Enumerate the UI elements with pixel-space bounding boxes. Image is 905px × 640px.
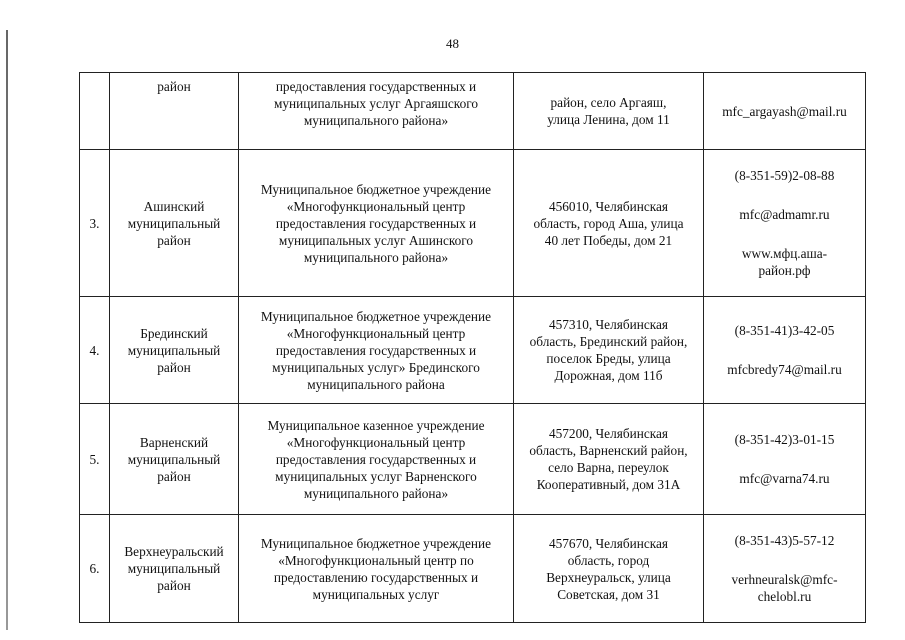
table-row — [80, 297, 866, 404]
district-name: район — [110, 73, 239, 150]
row-number — [80, 73, 110, 150]
email: mfcbredy74@mail.ru — [727, 362, 842, 377]
contacts — [704, 297, 866, 404]
organization-name: Муниципальное казенное учреждение «Многофункциональный центр предоставления государственных и муниципальных услуг Варненского муниципального района» — [239, 404, 514, 515]
address: 457200, Челябинская область, Варненский район, село Варна, переулок Кооперативный, дом 31А — [514, 404, 704, 515]
organization-name: Муниципальное бюджетное учреждение «Многофункциональный центр предоставления государственных и муниципальных услуг» Брединского муниципального района — [239, 297, 514, 404]
address: район, село Аргаяш, улица Ленина, дом 11 — [514, 73, 704, 150]
address: 457670, Челябинская область, город Верхнеуральск, улица Советская, дом 31 — [514, 515, 704, 623]
table-row — [80, 73, 866, 150]
email: verhneuralsk@mfc- chelobl.ru — [731, 572, 838, 604]
address: 456010, Челябинская область, город Аша, улица 40 лет Победы, дом 21 — [514, 150, 704, 297]
address: 457310, Челябинская область, Брединский район, поселок Бреды, улица Дорожная, дом 11б — [514, 297, 704, 404]
email: mfc@varna74.ru — [739, 471, 830, 486]
contacts — [704, 150, 866, 297]
organization-name: предоставления государственных и муниципальных услуг Аргаяшского муниципального района» — [239, 73, 514, 150]
contacts — [704, 73, 866, 150]
row-number: 4. — [80, 297, 110, 404]
page-number: 48 — [446, 36, 459, 51]
phone: (8-351-43)5-57-12 — [734, 533, 835, 548]
phone: (8-351-42)3-01-15 — [734, 432, 835, 447]
district-name: Ашинский муниципальный район — [110, 150, 239, 297]
district-name: Верхнеуральский муниципальный район — [110, 515, 239, 623]
row-number: 3. — [80, 150, 110, 297]
table-row — [80, 404, 866, 515]
website: www.мфц.аша- район.рф — [741, 246, 828, 278]
scan-edge — [6, 30, 8, 630]
contacts — [704, 404, 866, 515]
table-row — [80, 515, 866, 623]
organization-name: Муниципальное бюджетное учреждение «Многофункциональный центр по предоставлению государственных и муниципальных услуг — [239, 515, 514, 623]
row-number: 6. — [80, 515, 110, 623]
phone: (8-351-59)2-08-88 — [734, 168, 835, 183]
organization-name: Муниципальное бюджетное учреждение «Многофункциональный центр предоставления государственных и муниципальных услуг Ашинского муниципального района» — [239, 150, 514, 297]
district-name: Варненский муниципальный район — [110, 404, 239, 515]
email: mfc_argayash@mail.ru — [722, 103, 847, 119]
table-row — [80, 150, 866, 297]
contacts — [704, 515, 866, 623]
district-name: Брединский муниципальный район — [110, 297, 239, 404]
row-number: 5. — [80, 404, 110, 515]
email: mfc@admamr.ru — [739, 207, 830, 222]
phone: (8-351-41)3-42-05 — [734, 323, 835, 338]
mfc-registry-table — [79, 72, 866, 623]
